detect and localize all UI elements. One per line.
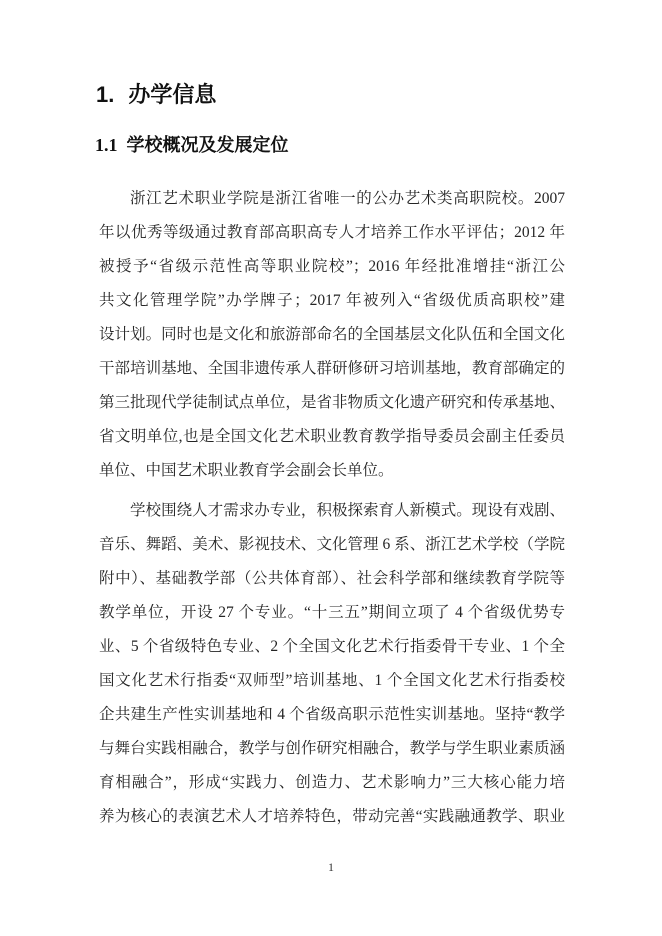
text-line: 学校围绕人才需求办专业，积极探索育人新模式。现设有戏剧、 — [130, 502, 565, 519]
section-heading-number: 1. — [96, 82, 115, 107]
text-line: 年以优秀等级通过教育部高职高专人才培养工作水平评估；2012 年 — [99, 224, 565, 241]
text-line: 企共建生产性实训基地和 4 个省级高职示范性实训基地。坚持“教学 — [99, 706, 565, 723]
section-heading — [96, 82, 216, 108]
subsection-heading-number: 1.1 — [95, 135, 118, 155]
text-line: 单位、中国艺术职业教育学会副会长单位。 — [99, 462, 394, 479]
subsection-heading-title: 学校概况及发展定位 — [126, 135, 289, 155]
text-line: 共文化管理学院”办学牌子；2017 年被列入“省级优质高职校”建 — [99, 292, 565, 309]
text-line: 设计划。同时也是文化和旅游部命名的全国基层文化队伍和全国文化 — [99, 326, 565, 343]
paragraph — [99, 182, 565, 488]
text-line: 教学单位，开设 27 个专业。“十三五”期间立项了 4 个省级优势专 — [99, 604, 565, 621]
text-line: 第三批现代学徒制试点单位，是省非物质文化遗产研究和传承基地、 — [99, 394, 565, 411]
text-line: 省文明单位,也是全国文化艺术职业教育教学指导委员会副主任委员 — [99, 428, 565, 445]
text-line: 与舞台实践相融合，教学与创作研究相融合，教学与学生职业素质涵 — [99, 740, 565, 757]
text-line: 被授予“省级示范性高等职业院校”；2016 年经批准增挂“浙江公 — [99, 258, 565, 275]
page-number: 1 — [328, 860, 334, 874]
text-line: 育相融合”，形成“实践力、创造力、艺术影响力”三大核心能力培 — [99, 774, 565, 791]
text-line: 养为核心的表演艺术人才培养特色，带动完善“实践融通教学、职业 — [99, 808, 565, 825]
text-line: 浙江艺术职业学院是浙江省唯一的公办艺术类高职院校。2007 — [130, 190, 565, 207]
page-number-footer — [0, 860, 662, 875]
text-line: 业、5 个省级特色专业、2 个全国文化艺术行指委骨干专业、1 个全 — [99, 638, 565, 655]
paragraphs — [99, 182, 565, 834]
text-line: 音乐、舞蹈、美术、影视技术、文化管理 6 系、浙江艺术学校（学院 — [99, 536, 565, 553]
subsection-heading — [95, 133, 289, 157]
text-line: 国文化艺术行指委“双师型”培训基地、1 个全国文化艺术行指委校 — [99, 672, 565, 689]
section-heading-title: 办学信息 — [128, 82, 217, 107]
paragraph — [99, 494, 565, 834]
text-line: 附中）、基础教学部（公共体育部）、社会科学部和继续教育学院等 — [99, 570, 565, 587]
text-line: 干部培训基地、全国非遗传承人群研修研习培训基地，教育部确定的 — [99, 360, 565, 377]
